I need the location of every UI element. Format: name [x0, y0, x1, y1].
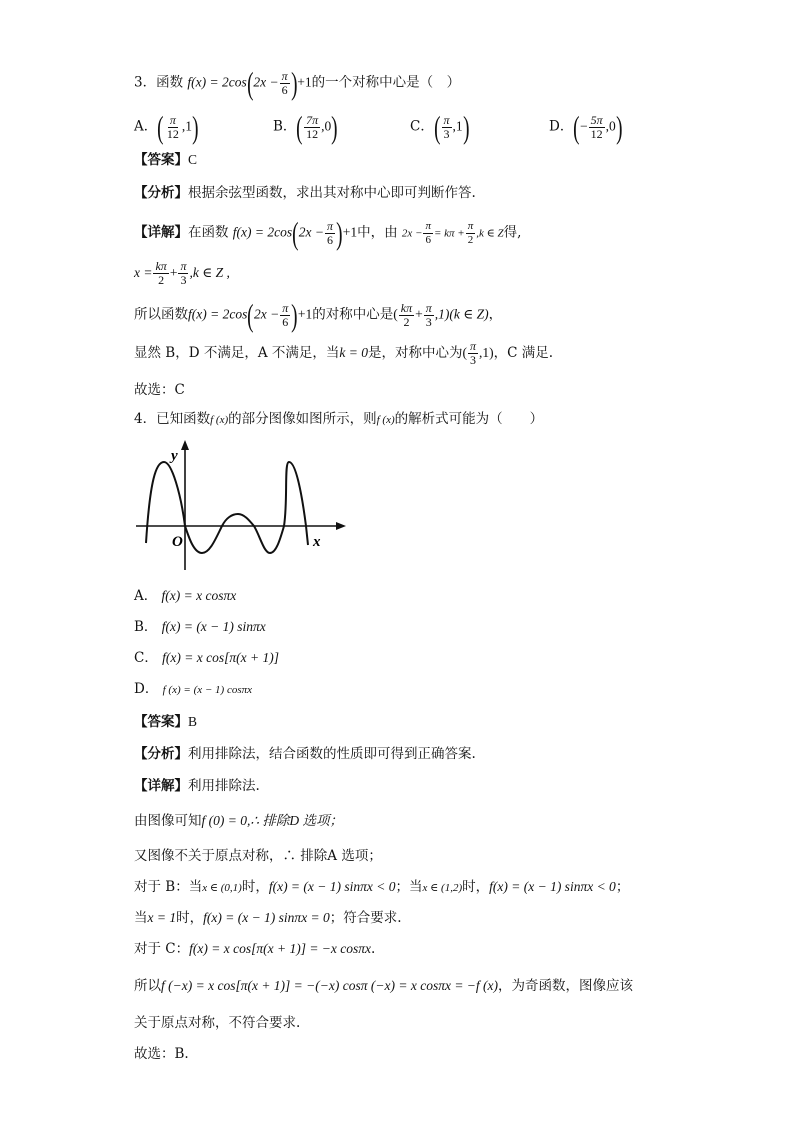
q3-analysis: 【分析】根据余弦型函数，求出其对称中心即可判断作答.	[134, 185, 476, 201]
y-axis-label: y	[171, 448, 178, 464]
q4-detail-line4: 当x = 1时，f(x) = (x − 1) sinπx = 0；符合要求.	[134, 910, 402, 926]
q3-option-a[interactable]: A．( $\frac{\pi}{12}$ ,1)	[134, 109, 199, 145]
q4-detail: 【详解】利用排除法.	[134, 778, 260, 794]
q4-stem: 4．已知函数f (x)的部分图像如图所示，则f (x)的解析式可能为（ ）	[134, 411, 544, 427]
q4-detail-line2: 又图像不关于原点对称，∴ 排除A 选项；	[134, 848, 382, 864]
q4-analysis: 【分析】利用排除法，结合函数的性质即可得到正确答案.	[134, 746, 476, 762]
q4-detail-line1: 由图像可知f (0) = 0,∴ 排除D 选项；	[134, 813, 343, 829]
x-axis-arrow	[336, 522, 346, 530]
q4-conclusion: 故选：B.	[134, 1046, 189, 1062]
function-curve	[146, 462, 308, 553]
q3-detail-line2: x = $\frac{k\pi}{2}$ + $\frac{\pi}{3}$ ,k ∈ Z ,	[134, 259, 230, 287]
function-graph	[136, 440, 346, 572]
q3-answer: 【答案】C	[134, 152, 198, 168]
y-axis-arrow	[181, 440, 189, 450]
q3-detail-line3: 所以函数f(x) = 2cos(2x − $\frac{\pi}{6}$ )+1的对称中心是( $\frac{k\pi}{2}$ + $\frac{\pi}{3}$ ,1)(k ∈ Z)，	[134, 297, 503, 333]
q4-option-a[interactable]: A． f(x) = x cosπx	[134, 588, 237, 604]
origin-label: O	[172, 534, 183, 550]
q3-number: 3．	[134, 74, 157, 91]
q4-detail-line7: 关于原点对称，不符合要求.	[134, 1015, 301, 1031]
q3-option-d[interactable]: D．(− $\frac{5\pi}{12}$ ,0)	[549, 109, 623, 145]
q3-option-b[interactable]: B．( $\frac{7\pi}{12}$ ,0)	[273, 109, 338, 145]
q4-option-d[interactable]: D． f (x) = (x − 1) cosπx	[134, 681, 252, 697]
q3-detail-line4: 显然 B，D 不满足，A 不满足，当k = 0是，对称中心为( $\frac{\pi}{3}$ ,1)，C 满足.	[134, 339, 554, 367]
x-axis-label: x	[313, 534, 321, 550]
q4-option-b[interactable]: B． f(x) = (x − 1) sinπx	[134, 619, 266, 635]
q3-stem: 3．函数 f(x) = 2cos(2x − $\frac{\pi}{6}$ )+1的一个对称中心是（ ）	[134, 65, 461, 101]
q3-option-c[interactable]: C．( $\frac{\pi}{3}$ ,1)	[410, 109, 470, 145]
q3-detail-line1: 【详解】在函数 f(x) = 2cos(2x − $\frac{\pi}{6}$ )+1中，由 2x − $\frac{\pi}{6}$ = kπ + $\frac{\pi}{2}$ ,k ∈ Z得,	[134, 215, 522, 251]
q4-option-c[interactable]: C． f(x) = x cos[π(x + 1)]	[134, 650, 279, 666]
q4-detail-line3: 对于 B：当x ∈ (0,1)时，f(x) = (x − 1) sinπx < 0；当x ∈ (1,2)时，f(x) = (x − 1) sinπx < 0；	[134, 879, 630, 895]
q4-answer: 【答案】B	[134, 714, 198, 730]
q4-detail-line6: 所以f (−x) = x cos[π(x + 1)] = −(−x) cosπ (−x) = x cosπx = −f (x)，为奇函数，图像应该	[134, 978, 634, 994]
q3-conclusion: 故选：C	[134, 382, 185, 398]
q4-detail-line5: 对于 C：f(x) = x cos[π(x + 1)] = −x cosπx.	[134, 941, 376, 957]
